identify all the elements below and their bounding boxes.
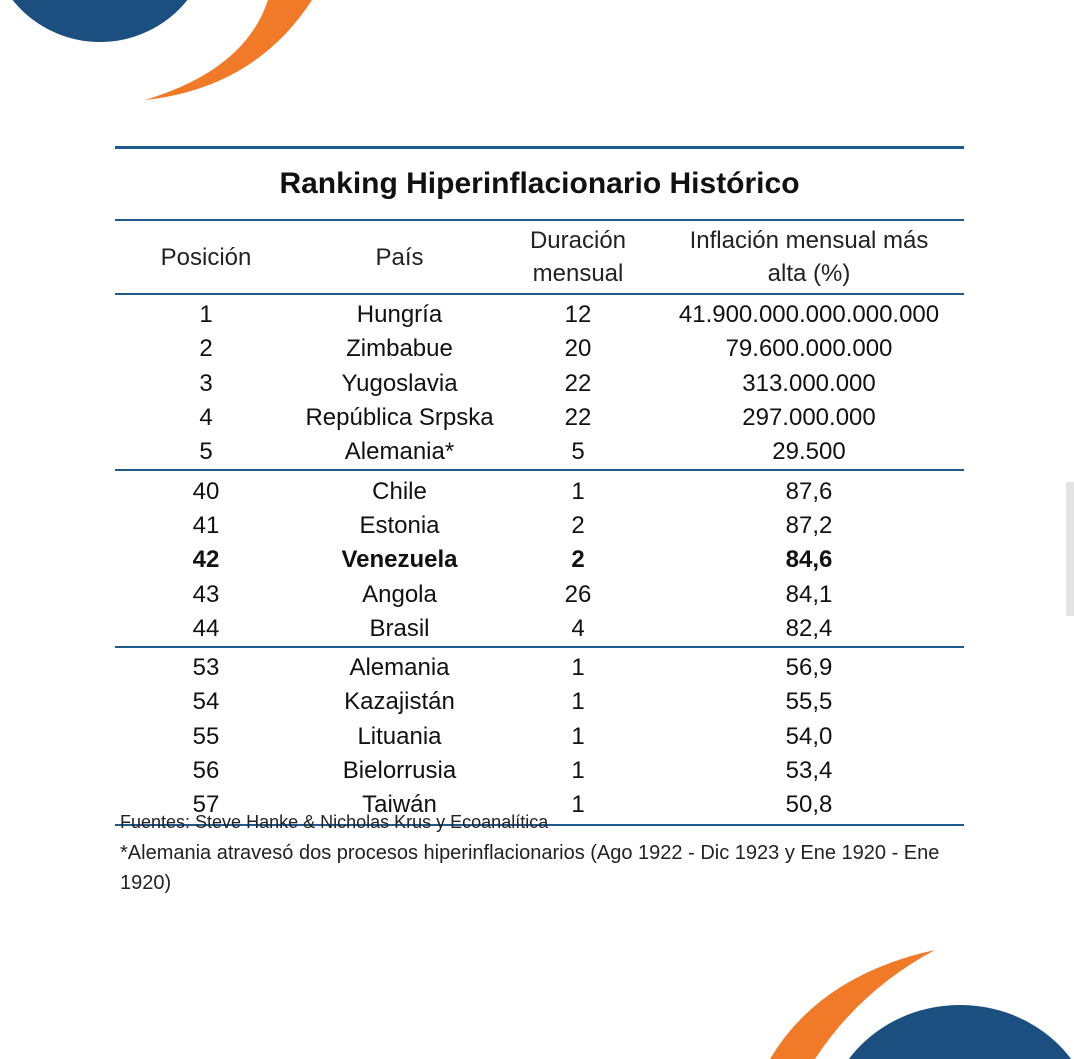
cell-country: República Srpska [305,404,494,432]
cell-country: Brasil [369,614,430,642]
table-body [115,295,964,826]
cell-duration: 1 [571,688,585,716]
sources-text: Fuentes: Steve Hanke & Nicholas Krus y Ecoanalítica [120,812,549,832]
table-row [115,543,964,577]
cell-position: 53 [192,654,220,682]
cell-inflation: 313.000.000 [742,369,876,397]
cell-duration: 22 [564,404,592,432]
cell-inflation: 53,4 [785,757,833,784]
cell-duration: 2 [571,511,585,539]
header-duration [502,224,654,290]
cell-position: 55 [192,722,220,750]
row-group [115,295,964,469]
table-row [115,685,964,719]
cell-duration: 2 [571,546,585,574]
cell-country: Estonia [359,511,440,539]
cell-duration: 1 [571,791,585,819]
cell-position: 5 [199,438,213,466]
table-row [115,612,964,646]
table-row [115,474,964,508]
cell-duration: 22 [564,369,592,397]
cell-inflation: 29.500 [772,438,846,466]
footnote-text: *Alemania atravesó dos procesos hiperinflacionarios (Ago 1922 - Dic 1923 y Ene 1920 - Ene 1920) [120,842,940,894]
cell-inflation: 56,9 [785,654,833,682]
table-title: Ranking Hiperinflacionario Histórico [279,167,800,200]
header-country: País [375,243,424,271]
table-row [115,651,964,685]
cell-duration: 1 [571,654,585,682]
cell-country: Yugoslavia [341,369,458,397]
cell-country: Kazajistán [344,688,455,716]
table-row [115,298,964,332]
footer [120,810,950,898]
cell-inflation: 297.000.000 [742,404,876,432]
header-inflation-line1: Inflación mensual más [689,227,929,254]
cell-inflation: 82,4 [785,614,833,642]
table-row [115,509,964,543]
cell-country: Alemania* [344,438,455,466]
cell-inflation: 84,1 [785,580,833,608]
cell-country: Bielorrusia [342,757,457,784]
cell-position: 40 [192,477,220,505]
cell-inflation: 84,6 [785,546,833,574]
bottom-right-navy-disc [825,1005,1074,1059]
header-position: Posición [160,243,252,271]
cell-duration: 1 [571,722,585,750]
cell-duration: 4 [571,614,585,642]
header-duration-line2: mensual [532,260,624,287]
cell-duration: 20 [564,335,592,363]
cell-duration: 12 [564,301,592,329]
table-row [115,332,964,366]
table-row [115,401,964,435]
cell-country: Taiwán [362,791,437,819]
cell-position: 56 [192,757,220,784]
header-inflation-line2: alta (%) [767,260,851,287]
cell-country: Venezuela [341,546,458,574]
cell-position: 43 [192,580,220,608]
scroll-edge [1066,482,1074,616]
table-row [115,435,964,469]
cell-position: 57 [192,791,220,819]
table-row [115,754,964,788]
cell-country: Angola [362,580,437,608]
cell-duration: 5 [571,438,585,466]
cell-position: 1 [199,301,213,329]
row-group [115,648,964,824]
cell-country: Hungría [356,301,443,329]
cell-inflation: 55,5 [785,688,833,716]
header-inflation [654,224,964,290]
cell-inflation: 50,8 [785,791,833,819]
table-row [115,577,964,611]
table-row [115,720,964,754]
cell-position: 4 [199,404,213,432]
cell-position: 54 [192,688,220,716]
cell-inflation: 87,2 [785,511,833,539]
cell-country: Alemania [349,654,450,682]
ranking-table [115,146,964,826]
cell-duration: 26 [564,580,592,608]
header-duration-line1: Duración [529,227,627,254]
table-header [115,221,964,293]
cell-country: Lituania [357,722,442,750]
cell-position: 2 [199,335,213,363]
cell-duration: 1 [571,477,585,505]
row-group [115,471,964,645]
cell-inflation: 41.900.000.000.000.000 [678,301,940,329]
cell-inflation: 54,0 [785,722,833,750]
cell-inflation: 79.600.000.000 [725,335,893,363]
cell-country: Zimbabue [346,335,453,363]
cell-position: 3 [199,369,213,397]
cell-duration: 1 [571,757,585,784]
cell-country: Chile [372,477,427,505]
cell-position: 41 [192,511,220,539]
cell-inflation: 87,6 [785,477,833,505]
top-left-navy-disc [0,0,212,42]
cell-position: 42 [192,546,220,574]
table-row [115,367,964,401]
cell-position: 44 [192,614,220,642]
